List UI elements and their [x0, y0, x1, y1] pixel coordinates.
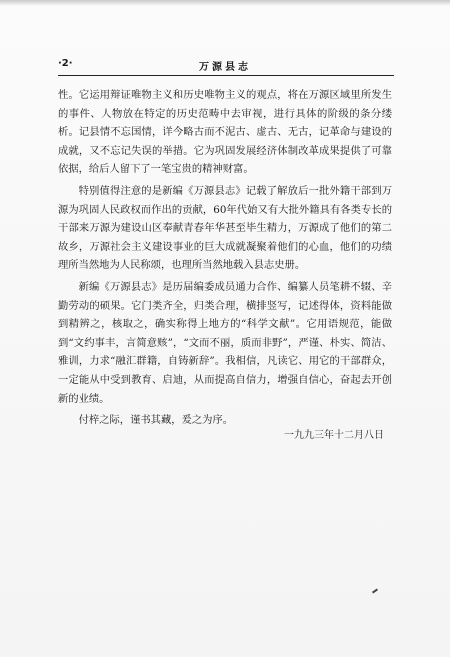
scan-edge: [0, 0, 450, 6]
paragraph-1: 性。它运用辩证唯物主义和历史唯物主义的观点，将在万源区域里所发生的事件、人物放在特定的历史范畴中去审视，进行具体的阶级的条分缕析。记县情不忘国情，详今略古而不泥古、虚古、无古，记革命与建设的成就，又不忘记失误的举措。它为巩固发展经济体制改革成果提供了可靠依据，给后人留下了一笔宝贵的精神财富。: [58, 89, 392, 176]
page-header: [58, 58, 392, 74]
body-text: [58, 86, 392, 433]
paragraph-4: 付梓之际，谨书其藏，爰之为序。: [78, 414, 234, 427]
scan-speck: [372, 588, 378, 593]
paragraph-3: 新编《万源县志》是历届编委成员通力合作、编纂人员笔耕不辍、辛勤劳动的硕果。它门类齐全，归类合理，横排竖写，记述得体，资料能做到精辨之，核取之，确实称得上地方的“科学文献”。它用语规范，能做到“文约事丰，言简意赅”，“文而不丽，质而非野”，严谨、朴实、简洁、雅训，力求“融汇群籍，自铸新辞”。我相信，凡读它、用它的干部群众，一定能从中受到教育、启迪，从而提高自信力，增强自信心，奋起去开创新的业绩。: [58, 280, 392, 405]
page-number: ·2·: [58, 58, 73, 69]
signature-date: 一九九三年十二月八日: [284, 430, 384, 441]
paragraph-2: 特别值得注意的是新编《万源县志》记载了解放后一批外籍干部到万源为巩固人民政权而作出的贡献，60年代始又有大批外籍具有各类专长的干部来万源为建设山区奉献青春年华甚至毕生精力，万源成了他们的第二故乡，万源社会主义建设事业的巨大成就凝聚着他们的心血，他们的功绩理所当然地为人民称颂，也理所当然地载入县志史册。: [58, 184, 392, 272]
header-rule: [58, 75, 394, 76]
running-title: 万源县志: [199, 62, 251, 73]
